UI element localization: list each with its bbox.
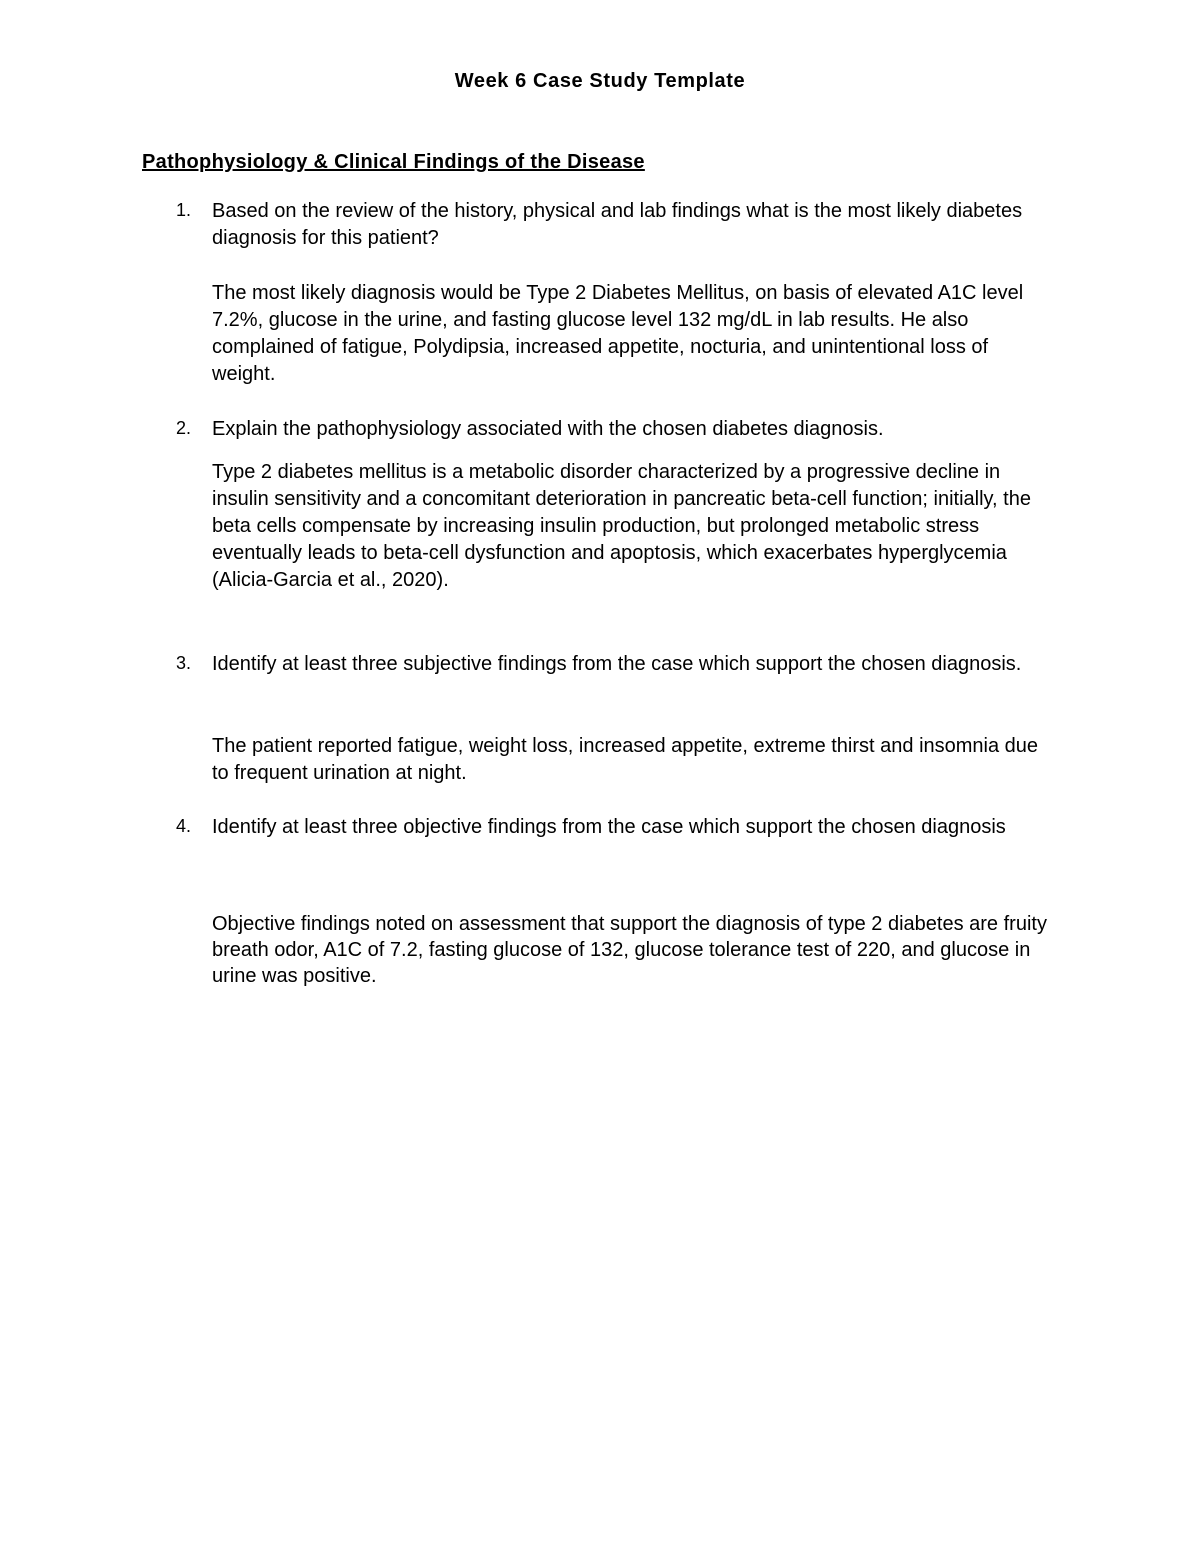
question-answer: Objective findings noted on assessment that support the diagnosis of type 2 diabetes are fruity breath odor, A1C of 7.2, fasting glucose of 132, glucose tolerance test of 220, and glucose in urine was positive. (212, 913, 1047, 987)
question-prompt: Based on the review of the history, physical and lab findings what is the most likely diabetes diagnosis for this patient? (212, 200, 1023, 249)
question-answer: The most likely diagnosis would be Type 2 Diabetes Mellitus, on basis of elevated A1C level 7.2%, glucose in the urine, and fasting glucose level 132 mg/dL in lab results. He also complained of fatigue, Polydipsia, increased appetite, nocturia, and unintentional loss of weight. (212, 282, 1024, 385)
question-answer: The patient reported fatigue, weight loss, increased appetite, extreme thirst and insomnia due to frequent urination at night. (212, 735, 1039, 784)
question-prompt: Identify at least three subjective findings from the case which support the chosen diagnosis. (212, 653, 1022, 675)
question-prompt: Explain the pathophysiology associated with the chosen diabetes diagnosis. (212, 418, 884, 440)
document-title: Week 6 Case Study Template (454, 70, 746, 92)
question-number: 2. (176, 418, 192, 438)
section-heading: Pathophysiology & Clinical Findings of the Disease (142, 151, 645, 173)
question-number: 4. (176, 816, 192, 836)
question-number: 3. (176, 653, 192, 673)
question-prompt: Identify at least three objective findings from the case which support the chosen diagnosis (212, 816, 1006, 838)
question-number: 1. (176, 200, 192, 220)
question-answer: Type 2 diabetes mellitus is a metabolic disorder characterized by a progressive decline in insulin sensitivity and a concomitant deterioration in pancreatic beta-cell function; initially, the beta cells compensate by increasing insulin production, but prolonged metabolic stress eventually leads to beta-cell dysfunction and apoptosis, which exacerbates hyperglycemia (Alicia-Garcia et al., 2020). (212, 461, 1031, 591)
